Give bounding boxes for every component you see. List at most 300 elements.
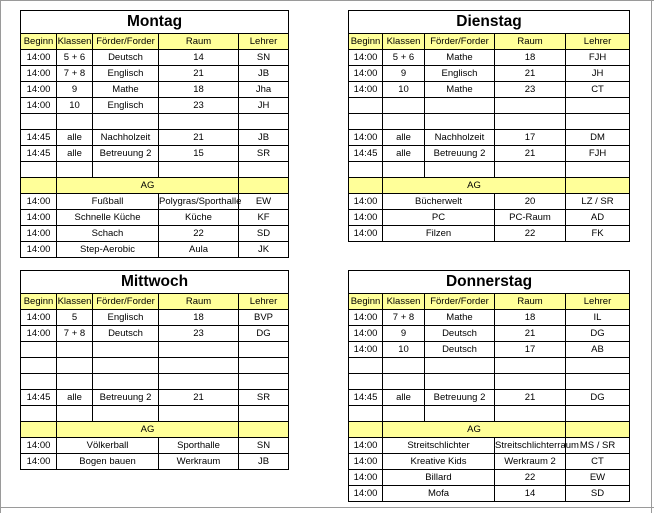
table-cell bbox=[383, 162, 425, 178]
ag-teacher: EW bbox=[239, 194, 289, 210]
ag-time: 14:00 bbox=[21, 454, 57, 470]
table-cell bbox=[425, 114, 495, 130]
ag-time: 14:00 bbox=[349, 486, 383, 502]
table-cell: 14:00 bbox=[21, 66, 57, 82]
table-cell: JB bbox=[239, 130, 289, 146]
table-row bbox=[349, 390, 630, 406]
table-cell bbox=[93, 358, 159, 374]
title-row bbox=[349, 271, 630, 294]
table-cell bbox=[21, 406, 57, 422]
table-cell bbox=[93, 342, 159, 358]
column-header: Raum bbox=[495, 34, 566, 50]
table-cell bbox=[159, 358, 239, 374]
table-cell: 14:00 bbox=[349, 342, 383, 358]
table-cell: 18 bbox=[495, 50, 566, 66]
ag-row bbox=[349, 210, 630, 226]
table-cell: 7 + 8 bbox=[383, 310, 425, 326]
table-cell: 17 bbox=[495, 342, 566, 358]
table-cell: Nachholzeit bbox=[425, 130, 495, 146]
table-cell: Englisch bbox=[93, 66, 159, 82]
table-cell: Betreuung 2 bbox=[93, 390, 159, 406]
table-cell: Englisch bbox=[93, 98, 159, 114]
table-cell bbox=[159, 162, 239, 178]
title-row bbox=[21, 271, 289, 294]
table-cell: DG bbox=[566, 326, 630, 342]
ag-activity: PC bbox=[383, 210, 495, 226]
table-cell bbox=[425, 358, 495, 374]
ag-room: 22 bbox=[495, 226, 566, 242]
table-cell: Mathe bbox=[425, 50, 495, 66]
ag-row bbox=[349, 486, 630, 502]
ag-row bbox=[21, 194, 289, 210]
ag-row bbox=[21, 210, 289, 226]
ag-row bbox=[21, 438, 289, 454]
table-cell: 7 + 8 bbox=[57, 66, 93, 82]
table-cell bbox=[159, 374, 239, 390]
table-cell: 14:00 bbox=[21, 50, 57, 66]
table-cell: FJH bbox=[566, 50, 630, 66]
table-cell: alle bbox=[383, 146, 425, 162]
table-row bbox=[349, 310, 630, 326]
table-cell bbox=[93, 374, 159, 390]
table-cell bbox=[239, 406, 289, 422]
table-cell: AB bbox=[566, 342, 630, 358]
table-cell bbox=[21, 342, 57, 358]
ag-teacher: KF bbox=[239, 210, 289, 226]
schedule-mittwoch bbox=[20, 270, 289, 470]
column-header: Klassen bbox=[57, 34, 93, 50]
table-row bbox=[349, 130, 630, 146]
ag-row bbox=[349, 454, 630, 470]
table-cell bbox=[383, 406, 425, 422]
table-cell: 18 bbox=[495, 310, 566, 326]
ag-activity: Fußball bbox=[57, 194, 159, 210]
ag-spacer-cell bbox=[349, 178, 383, 194]
table-cell: alle bbox=[57, 130, 93, 146]
ag-time: 14:00 bbox=[349, 454, 383, 470]
table-cell bbox=[239, 162, 289, 178]
ag-room: 22 bbox=[495, 470, 566, 486]
table-cell bbox=[495, 114, 566, 130]
table-cell: Deutsch bbox=[93, 326, 159, 342]
table-cell bbox=[21, 162, 57, 178]
header-row bbox=[349, 34, 630, 50]
table-cell: Betreuung 2 bbox=[425, 390, 495, 406]
table-cell: 9 bbox=[383, 326, 425, 342]
header-row bbox=[21, 34, 289, 50]
table-cell bbox=[349, 374, 383, 390]
column-header: Beginn bbox=[21, 294, 57, 310]
table-row bbox=[21, 358, 289, 374]
table-cell bbox=[21, 374, 57, 390]
ag-teacher: EW bbox=[566, 470, 630, 486]
ag-spacer-cell bbox=[21, 178, 57, 194]
schedule-dienstag bbox=[348, 10, 630, 242]
table-cell: JB bbox=[239, 66, 289, 82]
table-cell: 10 bbox=[383, 342, 425, 358]
table-row bbox=[21, 162, 289, 178]
table-cell bbox=[566, 114, 630, 130]
frame-left-border bbox=[0, 0, 1, 513]
table-cell bbox=[349, 162, 383, 178]
title-row bbox=[349, 11, 630, 34]
table-cell: Jha bbox=[239, 82, 289, 98]
ag-teacher: MS / SR bbox=[566, 438, 630, 454]
table-row bbox=[349, 358, 630, 374]
table-cell: alle bbox=[383, 390, 425, 406]
ag-activity: Streitschlichter bbox=[383, 438, 495, 454]
table-cell bbox=[57, 358, 93, 374]
table-cell bbox=[495, 374, 566, 390]
table-cell: DM bbox=[566, 130, 630, 146]
table-cell bbox=[57, 374, 93, 390]
column-header: Raum bbox=[159, 34, 239, 50]
table-cell bbox=[159, 342, 239, 358]
table-cell bbox=[349, 406, 383, 422]
table-cell bbox=[93, 114, 159, 130]
ag-header-row bbox=[349, 422, 630, 438]
table-row bbox=[21, 98, 289, 114]
ag-room: PC-Raum bbox=[495, 210, 566, 226]
table-cell: 21 bbox=[495, 326, 566, 342]
column-header: Förder/Forder bbox=[93, 294, 159, 310]
table-cell: 14:00 bbox=[349, 326, 383, 342]
table-cell: 14:00 bbox=[21, 98, 57, 114]
ag-spacer-cell bbox=[566, 422, 630, 438]
table-cell bbox=[566, 374, 630, 390]
table-cell: 14:00 bbox=[349, 82, 383, 98]
table-cell bbox=[21, 114, 57, 130]
table-cell: 14:45 bbox=[349, 146, 383, 162]
table-row bbox=[21, 310, 289, 326]
ag-row bbox=[349, 438, 630, 454]
ag-activity: Billard bbox=[383, 470, 495, 486]
table-cell bbox=[349, 114, 383, 130]
table-cell: Mathe bbox=[93, 82, 159, 98]
ag-room: 20 bbox=[495, 194, 566, 210]
table-cell: CT bbox=[566, 82, 630, 98]
table-cell: 14:00 bbox=[349, 130, 383, 146]
table-cell: BVP bbox=[239, 310, 289, 326]
ag-time: 14:00 bbox=[21, 194, 57, 210]
table-cell bbox=[425, 374, 495, 390]
table-row bbox=[349, 342, 630, 358]
table-cell: SN bbox=[239, 50, 289, 66]
column-header: Beginn bbox=[349, 34, 383, 50]
table-row bbox=[349, 82, 630, 98]
table-cell bbox=[495, 162, 566, 178]
table-cell: 14:45 bbox=[21, 146, 57, 162]
table-cell: 5 + 6 bbox=[383, 50, 425, 66]
ag-row bbox=[349, 226, 630, 242]
ag-header-row bbox=[349, 178, 630, 194]
ag-header-row bbox=[21, 178, 289, 194]
table-cell: Mathe bbox=[425, 82, 495, 98]
ag-activity: Bücherwelt bbox=[383, 194, 495, 210]
table-cell bbox=[383, 358, 425, 374]
table-cell: Betreuung 2 bbox=[425, 146, 495, 162]
table-cell: alle bbox=[383, 130, 425, 146]
column-header: Raum bbox=[159, 294, 239, 310]
table-row bbox=[349, 98, 630, 114]
day-title: Donnerstag bbox=[349, 271, 630, 294]
table-cell: 21 bbox=[159, 66, 239, 82]
table-row bbox=[349, 406, 630, 422]
ag-activity: Step-Aerobic bbox=[57, 242, 159, 258]
ag-teacher: SD bbox=[566, 486, 630, 502]
table-cell: alle bbox=[57, 146, 93, 162]
ag-row bbox=[21, 242, 289, 258]
ag-time: 14:00 bbox=[21, 438, 57, 454]
frame-bottom-border bbox=[0, 507, 654, 508]
ag-room: Sporthalle bbox=[159, 438, 239, 454]
table-row bbox=[21, 390, 289, 406]
ag-room: Aula bbox=[159, 242, 239, 258]
table-cell: FJH bbox=[566, 146, 630, 162]
day-title: Montag bbox=[21, 11, 289, 34]
table-cell bbox=[383, 114, 425, 130]
column-header: Klassen bbox=[383, 294, 425, 310]
ag-time: 14:00 bbox=[349, 470, 383, 486]
table-cell: 14:00 bbox=[349, 310, 383, 326]
table-cell bbox=[495, 406, 566, 422]
table-row bbox=[349, 146, 630, 162]
table-cell: 14:00 bbox=[21, 82, 57, 98]
table-cell: IL bbox=[566, 310, 630, 326]
table-row bbox=[21, 50, 289, 66]
table-row bbox=[349, 50, 630, 66]
column-header: Lehrer bbox=[239, 34, 289, 50]
table-cell: 23 bbox=[159, 326, 239, 342]
ag-spacer-cell bbox=[21, 422, 57, 438]
table-cell bbox=[425, 98, 495, 114]
column-header: Beginn bbox=[21, 34, 57, 50]
table-row bbox=[349, 162, 630, 178]
table-cell bbox=[566, 358, 630, 374]
table-cell bbox=[93, 162, 159, 178]
ag-teacher: LZ / SR bbox=[566, 194, 630, 210]
ag-spacer-cell bbox=[349, 422, 383, 438]
column-header: Förder/Forder bbox=[425, 294, 495, 310]
table-row bbox=[21, 406, 289, 422]
table-cell bbox=[349, 358, 383, 374]
table-cell: 14:45 bbox=[21, 130, 57, 146]
table-cell: 21 bbox=[159, 130, 239, 146]
ag-time: 14:00 bbox=[349, 226, 383, 242]
ag-row bbox=[21, 454, 289, 470]
table-cell bbox=[57, 162, 93, 178]
table-cell: 14 bbox=[159, 50, 239, 66]
ag-activity: Schach bbox=[57, 226, 159, 242]
table-cell: 14:45 bbox=[349, 390, 383, 406]
column-header: Lehrer bbox=[566, 34, 630, 50]
table-row bbox=[21, 82, 289, 98]
ag-header-row bbox=[21, 422, 289, 438]
table-cell: 5 + 6 bbox=[57, 50, 93, 66]
table-cell bbox=[566, 406, 630, 422]
ag-teacher: CT bbox=[566, 454, 630, 470]
ag-time: 14:00 bbox=[349, 194, 383, 210]
ag-teacher: AD bbox=[566, 210, 630, 226]
table-cell: Englisch bbox=[425, 66, 495, 82]
ag-activity: Mofa bbox=[383, 486, 495, 502]
table-cell bbox=[425, 406, 495, 422]
ag-label: AG bbox=[57, 178, 239, 194]
table-cell: DG bbox=[566, 390, 630, 406]
ag-teacher: JB bbox=[239, 454, 289, 470]
table-cell: 21 bbox=[495, 390, 566, 406]
frame-right-border bbox=[651, 0, 652, 513]
table-cell: Deutsch bbox=[93, 50, 159, 66]
ag-room: Werkraum bbox=[159, 454, 239, 470]
table-cell bbox=[425, 162, 495, 178]
ag-spacer-cell bbox=[566, 178, 630, 194]
table-cell bbox=[159, 406, 239, 422]
table-cell bbox=[57, 406, 93, 422]
table-cell: 14:00 bbox=[21, 326, 57, 342]
table-row bbox=[21, 342, 289, 358]
table-cell: 15 bbox=[159, 146, 239, 162]
column-header: Lehrer bbox=[566, 294, 630, 310]
ag-label: AG bbox=[57, 422, 239, 438]
column-header: Lehrer bbox=[239, 294, 289, 310]
table-cell bbox=[349, 98, 383, 114]
ag-room: Polygras/Sporthalle bbox=[159, 194, 239, 210]
table-cell: 23 bbox=[159, 98, 239, 114]
column-header: Förder/Forder bbox=[93, 34, 159, 50]
table-row bbox=[21, 130, 289, 146]
day-title: Dienstag bbox=[349, 11, 630, 34]
table-cell: 14:00 bbox=[349, 66, 383, 82]
table-cell: Deutsch bbox=[425, 342, 495, 358]
ag-teacher: SD bbox=[239, 226, 289, 242]
table-cell: 5 bbox=[57, 310, 93, 326]
table-row bbox=[21, 326, 289, 342]
ag-teacher: JK bbox=[239, 242, 289, 258]
ag-row bbox=[349, 470, 630, 486]
ag-room: Streitschlichterraum bbox=[495, 438, 566, 454]
ag-spacer-cell bbox=[239, 422, 289, 438]
ag-time: 14:00 bbox=[21, 242, 57, 258]
ag-spacer-cell bbox=[239, 178, 289, 194]
table-cell bbox=[57, 342, 93, 358]
table-cell bbox=[21, 358, 57, 374]
column-header: Klassen bbox=[57, 294, 93, 310]
table-cell bbox=[239, 374, 289, 390]
ag-time: 14:00 bbox=[21, 210, 57, 226]
table-cell bbox=[57, 114, 93, 130]
table-cell: SR bbox=[239, 390, 289, 406]
table-row bbox=[21, 374, 289, 390]
table-cell bbox=[383, 374, 425, 390]
table-cell: 21 bbox=[159, 390, 239, 406]
table-cell: alle bbox=[57, 390, 93, 406]
table-cell bbox=[239, 358, 289, 374]
table-cell: 21 bbox=[495, 66, 566, 82]
table-cell bbox=[239, 114, 289, 130]
table-cell bbox=[566, 98, 630, 114]
table-cell: Betreuung 2 bbox=[93, 146, 159, 162]
ag-time: 14:00 bbox=[21, 226, 57, 242]
table-cell: 14:00 bbox=[21, 310, 57, 326]
column-header: Raum bbox=[495, 294, 566, 310]
table-cell bbox=[566, 162, 630, 178]
ag-row bbox=[349, 194, 630, 210]
ag-room: Werkraum 2 bbox=[495, 454, 566, 470]
ag-time: 14:00 bbox=[349, 438, 383, 454]
table-cell: DG bbox=[239, 326, 289, 342]
column-header: Beginn bbox=[349, 294, 383, 310]
table-cell bbox=[495, 98, 566, 114]
table-cell: 10 bbox=[383, 82, 425, 98]
schedule-donnerstag bbox=[348, 270, 630, 502]
table-cell: Mathe bbox=[425, 310, 495, 326]
ag-row bbox=[21, 226, 289, 242]
table-cell: SR bbox=[239, 146, 289, 162]
table-cell: 18 bbox=[159, 310, 239, 326]
table-cell bbox=[383, 98, 425, 114]
table-row bbox=[349, 326, 630, 342]
table-cell: 7 + 8 bbox=[57, 326, 93, 342]
table-cell: 23 bbox=[495, 82, 566, 98]
table-cell: 18 bbox=[159, 82, 239, 98]
table-cell: Deutsch bbox=[425, 326, 495, 342]
ag-time: 14:00 bbox=[349, 210, 383, 226]
header-row bbox=[21, 294, 289, 310]
table-row bbox=[349, 66, 630, 82]
schedule-montag bbox=[20, 10, 289, 258]
ag-room: 22 bbox=[159, 226, 239, 242]
table-cell bbox=[159, 114, 239, 130]
table-row bbox=[349, 374, 630, 390]
table-row bbox=[21, 146, 289, 162]
ag-room: Küche bbox=[159, 210, 239, 226]
day-title: Mittwoch bbox=[21, 271, 289, 294]
table-cell: 14:45 bbox=[21, 390, 57, 406]
column-header: Klassen bbox=[383, 34, 425, 50]
ag-activity: Kreative Kids bbox=[383, 454, 495, 470]
ag-teacher: SN bbox=[239, 438, 289, 454]
ag-label: AG bbox=[383, 178, 566, 194]
table-cell bbox=[495, 358, 566, 374]
table-cell: JH bbox=[239, 98, 289, 114]
table-cell: 10 bbox=[57, 98, 93, 114]
table-cell: 21 bbox=[495, 146, 566, 162]
table-row bbox=[349, 114, 630, 130]
frame-top-border bbox=[0, 0, 654, 1]
header-row bbox=[349, 294, 630, 310]
table-cell: 9 bbox=[383, 66, 425, 82]
table-cell bbox=[93, 406, 159, 422]
column-header: Förder/Forder bbox=[425, 34, 495, 50]
ag-activity: Völkerball bbox=[57, 438, 159, 454]
table-cell: Nachholzeit bbox=[93, 130, 159, 146]
table-cell: 9 bbox=[57, 82, 93, 98]
ag-room: 14 bbox=[495, 486, 566, 502]
ag-activity: Schnelle Küche bbox=[57, 210, 159, 226]
ag-teacher: FK bbox=[566, 226, 630, 242]
table-row bbox=[21, 114, 289, 130]
table-cell: JH bbox=[566, 66, 630, 82]
table-cell: 14:00 bbox=[349, 50, 383, 66]
title-row bbox=[21, 11, 289, 34]
table-cell bbox=[239, 342, 289, 358]
table-cell: 17 bbox=[495, 130, 566, 146]
table-row bbox=[21, 66, 289, 82]
table-cell: Englisch bbox=[93, 310, 159, 326]
ag-activity: Filzen bbox=[383, 226, 495, 242]
ag-activity: Bogen bauen bbox=[57, 454, 159, 470]
